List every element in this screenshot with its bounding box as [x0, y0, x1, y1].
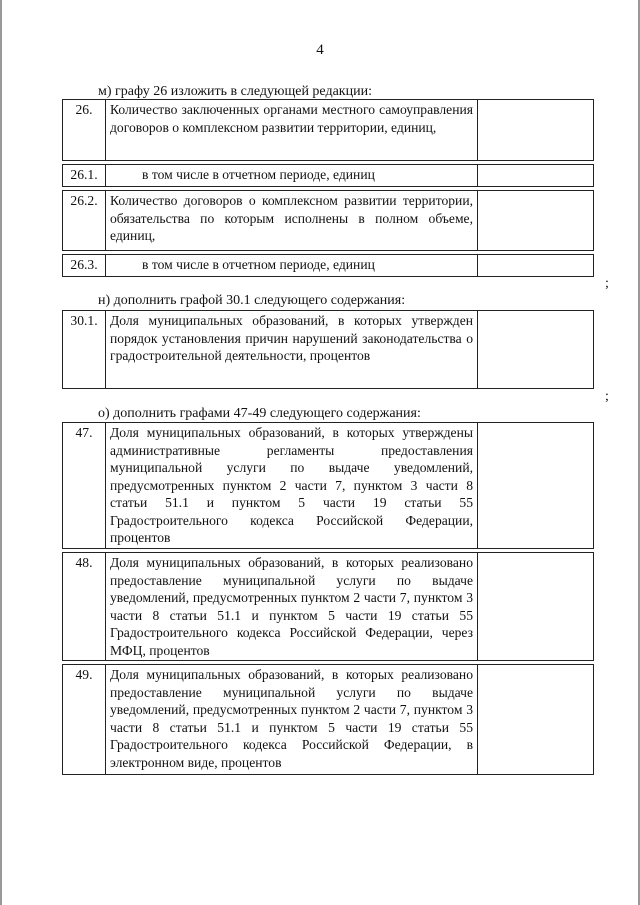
- table-row: [63, 423, 594, 549]
- row-number: 49.: [63, 665, 106, 775]
- table-graph-30-1: [62, 310, 594, 389]
- row-value-cell: [478, 311, 594, 389]
- page-number: 4: [316, 42, 324, 58]
- row-description: Доля муниципальных образований, в которых утверждены административные регламенты предоставления муниципальной услуги по выдаче уведомлений, предусмотренных пунктом 2 части 7, пунктом 3 части 8 статьи 51.1 и пунктом 5 части 19 статьи 55 Градостроительного кодекса Российской Федерации, процентов: [106, 423, 478, 549]
- row-number: 48.: [63, 553, 106, 661]
- table-row: [63, 665, 594, 775]
- table-row: [63, 311, 594, 389]
- row-number: 26.: [63, 100, 106, 161]
- table-row: [63, 191, 594, 251]
- row-number: 47.: [63, 423, 106, 549]
- section-n-intro: н) дополнить графой 30.1 следующего содержания:: [98, 293, 406, 308]
- row-value-cell: [478, 255, 594, 277]
- row-number: 26.1.: [63, 165, 106, 187]
- row-description: Количество договоров о комплексном развитии территории, обязательства по которым исполнены в полном объеме, единиц,: [106, 191, 478, 251]
- row-value-cell: [478, 165, 594, 187]
- table-row: [63, 100, 594, 161]
- table-row: [63, 255, 594, 277]
- row-number: 26.2.: [63, 191, 106, 251]
- row-value-cell: [478, 665, 594, 775]
- row-value-cell: [478, 100, 594, 161]
- row-description: в том числе в отчетном периоде, единиц: [106, 165, 478, 187]
- section-m-intro: м) графу 26 изложить в следующей редакции:: [98, 84, 372, 99]
- row-value-cell: [478, 423, 594, 549]
- separator-semicolon: ;: [605, 276, 609, 291]
- table-row: [63, 553, 594, 661]
- separator-semicolon: ;: [605, 389, 609, 404]
- row-description: Доля муниципальных образований, в которых утвержден порядок установления причин нарушений законодательства о градостроительной деятельности, процентов: [106, 311, 478, 389]
- table-row: [63, 165, 594, 187]
- row-description: Доля муниципальных образований, в которых реализовано предоставление муниципальной услуги по выдаче уведомлений, предусмотренных пунктом 2 части 7, пунктом 3 части 8 статьи 51.1 и пунктом 5 части 19 статьи 55 Градостроительного кодекса Российской Федерации, через МФЦ, процентов: [106, 553, 478, 661]
- table-graph-26: [62, 99, 594, 277]
- table-graph-47-49: [62, 422, 594, 775]
- row-description: Доля муниципальных образований, в которых реализовано предоставление муниципальной услуги по выдаче уведомлений, предусмотренных пунктом 2 части 7, пунктом 3 части 8 статьи 51.1 и пунктом 5 части 19 статьи 55 Градостроительного кодекса Российской Федерации, в электронном виде, процентов: [106, 665, 478, 775]
- row-description: в том числе в отчетном периоде, единиц: [106, 255, 478, 277]
- row-value-cell: [478, 191, 594, 251]
- row-number: 30.1.: [63, 311, 106, 389]
- row-number: 26.3.: [63, 255, 106, 277]
- section-o-intro: о) дополнить графами 47-49 следующего содержания:: [98, 406, 421, 421]
- row-value-cell: [478, 553, 594, 661]
- row-description: Количество заключенных органами местного самоуправления договоров о комплексном развитии территории, единиц,: [106, 100, 478, 161]
